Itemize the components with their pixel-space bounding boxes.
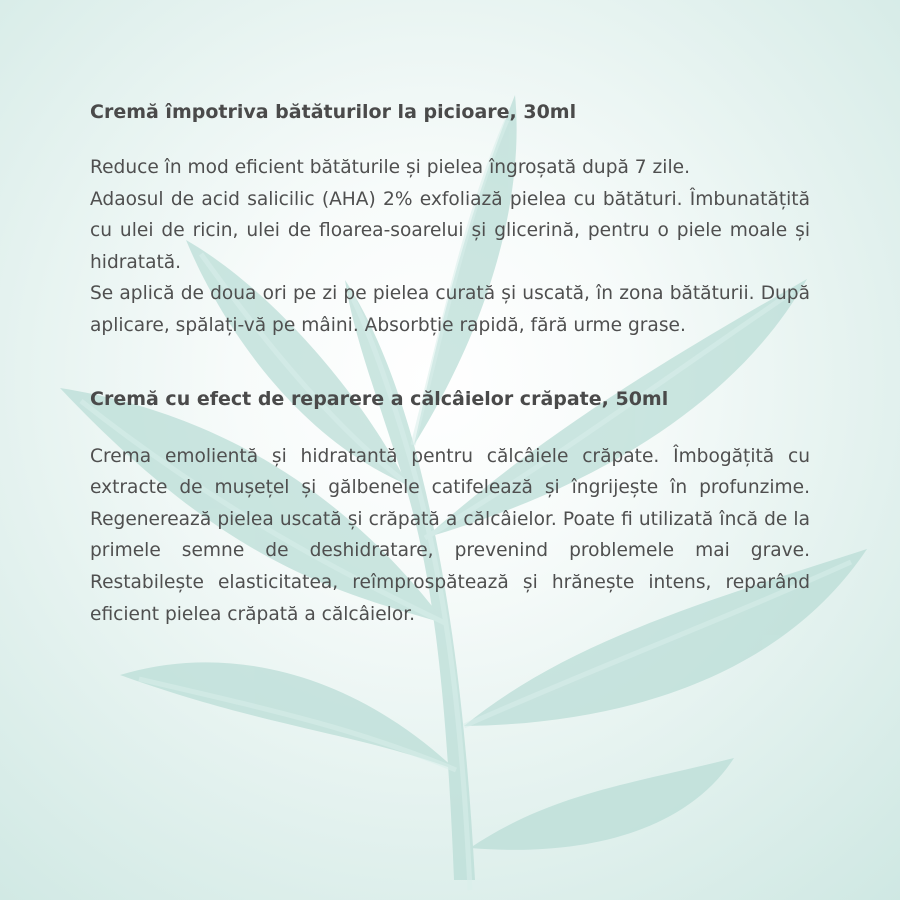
heel-repair-description <box>90 441 810 631</box>
heel-repair-paragraph: Crema emolientă și hidratantă pentru călcâiele crăpate. Îmbogățită cu extracte de mușețel și gălbenele catifelează și îngrijește în profunzime. Regenerează pielea uscată și crăpată a călcâielor. Poate fi utilizată încă de la primele semne de deshidratare, prevenind problemele mai grave. Restabilește elasticitatea, reîmprospătează și hrănește intens, reparând eficient pielea crăpată a călcâielor. <box>90 445 810 625</box>
corn-cream-paragraph-2: Adaosul de acid salicilic (AHA) 2% exfoliază pielea cu bătături. Îmbunatățită cu ulei de ricin, ulei de floarea-soarelui și glicerină, pentru o piele moale și hidratată. <box>90 188 810 273</box>
corn-cream-title: Cremă împotriva bătăturilor la picioare, 30ml <box>90 101 577 123</box>
corn-cream-paragraph-3: Se aplică de doua ori pe zi pe pielea curată și uscată, în zona bătăturii. După aplicare, spălați-vă pe mâini. Absorbție rapidă, fără urme grase. <box>90 283 810 336</box>
heel-repair-title: Cremă cu efect de reparere a călcâielor crăpate, 50ml <box>90 387 669 410</box>
corn-cream-description <box>90 152 810 342</box>
product-descriptions <box>90 98 810 630</box>
corn-cream-section <box>90 98 810 342</box>
corn-cream-paragraph-1: Reduce în mod eficient bătăturile și pielea îngroșată după 7 zile. <box>90 157 690 178</box>
heel-repair-section <box>90 385 810 631</box>
